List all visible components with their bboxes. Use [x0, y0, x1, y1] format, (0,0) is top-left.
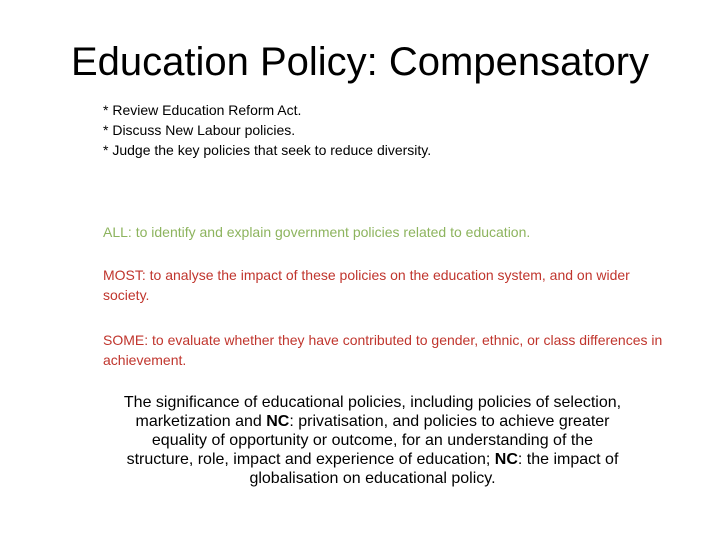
specification-text: [120, 393, 625, 488]
nc-label: NC: [266, 413, 290, 430]
objective-item: * Discuss New Labour policies.: [103, 122, 296, 138]
nc-label: NC: [494, 451, 518, 468]
objectives-list: [103, 100, 663, 160]
spec-text-part: The significance of educational policies, including policies of selection, marketization and: [123, 394, 622, 430]
spec-text-part: : privatisation, and policies to achieve greater equality of opportunity or outcome, for an understanding of the structure, role, impact and experience of education;: [126, 413, 610, 468]
spec-text-part: : the impact of globalisation on educational policy.: [249, 451, 619, 487]
outcome-all: ALL: to identify and explain government policies related to education.: [103, 224, 531, 240]
outcome-some: SOME: to evaluate whether they have contributed to gender, ethnic, or class differences in achievement.: [103, 332, 663, 368]
objective-item: * Review Education Reform Act.: [103, 102, 302, 118]
slide-title: Education Policy: Compensatory: [70, 40, 650, 84]
objective-item: * Judge the key policies that seek to reduce diversity.: [103, 142, 432, 158]
outcome-most: MOST: to analyse the impact of these policies on the education system, and on wider society.: [103, 267, 630, 303]
